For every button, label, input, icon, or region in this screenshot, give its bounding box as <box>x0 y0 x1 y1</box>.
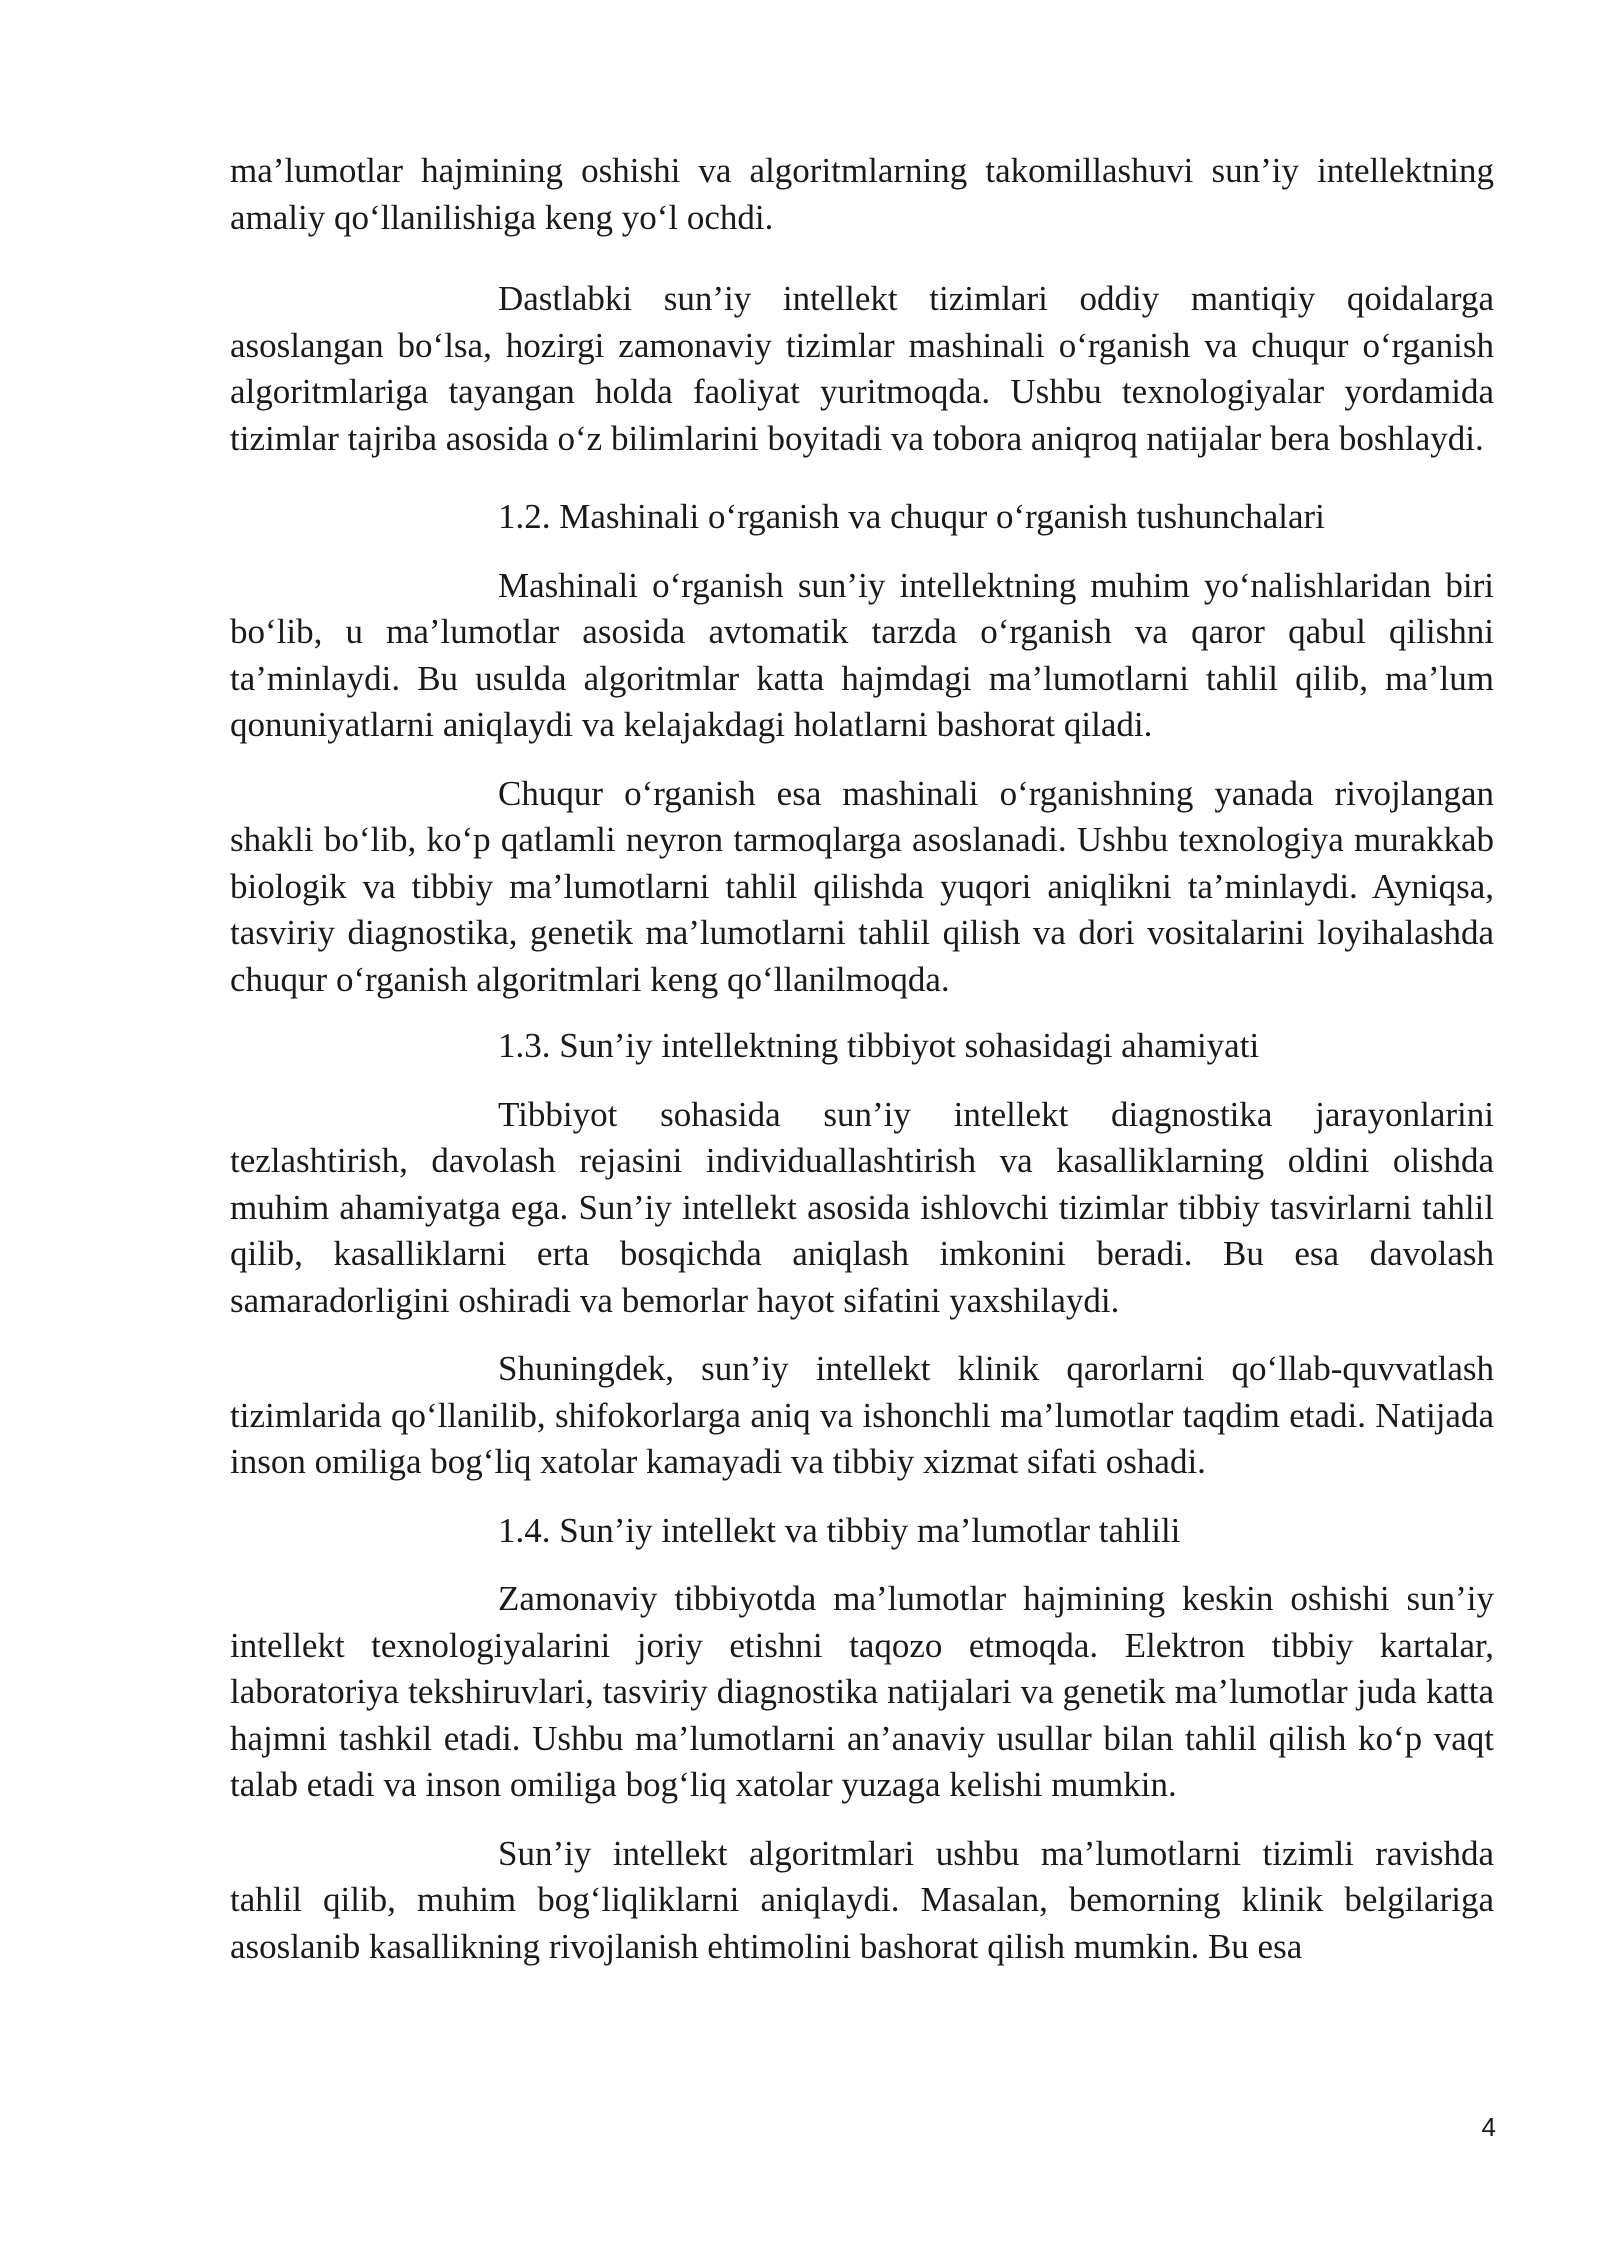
page-body <box>230 148 1494 1970</box>
paragraph: Zamonaviy tibbiyotda ma’lumotlar hajmining keskin oshishi sun’iy intellekt texnologiyalarini joriy etishni taqozo etmoqda. Elektron tibbiy kartalar, laboratoriya tekshiruvlari, tasviriy diagnostika natijalari va genetik ma’lumotlar juda katta hajmni tashkil etadi. Ushbu ma’lumotlarni an’anaviy usullar bilan tahlil qilish ko‘p vaqt talab etadi va inson omiliga bog‘liq xatolar yuzaga kelishi mumkin. <box>230 1579 1494 1804</box>
paragraph: Shuningdek, sun’iy intellekt klinik qarorlarni qo‘llab-quvvatlash tizimlarida qo‘llanilib, shifokorlarga aniq va ishonchli ma’lumotlar taqdim etadi. Natijada inson omiliga bog‘liq xatolar kamayadi va tibbiy xizmat sifati oshadi. <box>230 1349 1494 1481</box>
paragraph: Mashinali o‘rganish sun’iy intellektning muhim yo‘nalishlaridan biri bo‘lib, u ma’lumotlar asosida avtomatik tarzda o‘rganish va qaror qabul qilishni ta’minlaydi. Bu usulda algoritmlar katta hajmdagi ma’lumotlarni tahlil qilib, ma’lum qonuniyatlarni aniqlaydi va kelajakdagi holatlarni bashorat qiladi. <box>230 565 1494 744</box>
paragraph: Chuqur o‘rganish esa mashinali o‘rganishning yanada rivojlangan shakli bo‘lib, ko‘p qatlamli neyron tarmoqlarga asoslanadi. Ushbu texnologiya murakkab biologik va tibbiy ma’lumotlarni tahlil qilishda yuqori aniqlikni ta’minlaydi. Ayniqsa, tasviriy diagnostika, genetik ma’lumotlarni tahlil qilish va dori vositalarini loyihalashda chuqur o‘rganish algoritmlari keng qo‘llanilmoqda. <box>230 773 1494 999</box>
paragraph: Sun’iy intellekt algoritmlari ushbu ma’lumotlarni tizimli ravishda tahlil qilib, muhim bog‘liqliklarni aniqlaydi. Masalan, bemorning klinik belgilariga asoslanib kasallikning rivojlanish ehtimolini bashorat qilish mumkin. Bu esa <box>230 1833 1494 1966</box>
paragraph: Tibbiyot sohasida sun’iy intellekt diagnostika jarayonlarini tezlashtirish, davolash rejasini individuallashtirish va kasalliklarning oldini olishda muhim ahamiyatga ega. Sun’iy intellekt asosida ishlovchi tizimlar tibbiy tasvirlarni tahlil qilib, kasalliklarni erta bosqichda aniqlash imkonini beradi. Bu esa davolash samaradorligini oshiradi va bemorlar hayot sifatini yaxshilaydi. <box>230 1094 1494 1320</box>
section-heading-1-2: 1.2. Mashinali o‘rganish va chuqur o‘rganish tushunchalari <box>498 497 1325 536</box>
section-heading-1-3: 1.3. Sun’iy intellektning tibbiyot sohasidagi ahamiyati <box>498 1026 1260 1065</box>
section-heading-1-4: 1.4. Sun’iy intellekt va tibbiy ma’lumotlar tahlili <box>498 1510 1181 1550</box>
page-number: 4 <box>1481 2112 1496 2142</box>
paragraph: Dastlabki sun’iy intellekt tizimlari oddiy mantiqiy qoidalarga asoslangan bo‘lsa, hozirgi zamonaviy tizimlar mashinali o‘rganish va chuqur o‘rganish algoritmlariga tayangan holda faoliyat yuritmoqda. Ushbu texnologiyalar yordamida tizimlar tajriba asosida o‘z bilimlarini boyitadi va tobora aniqroq natijalar bera boshlaydi. <box>230 279 1494 458</box>
paragraph-continued: ma’lumotlar hajmining oshishi va algoritmlarning takomillashuvi sun’iy intellektning amaliy qo‘llanilishiga keng yo‘l ochdi. <box>230 151 1494 237</box>
